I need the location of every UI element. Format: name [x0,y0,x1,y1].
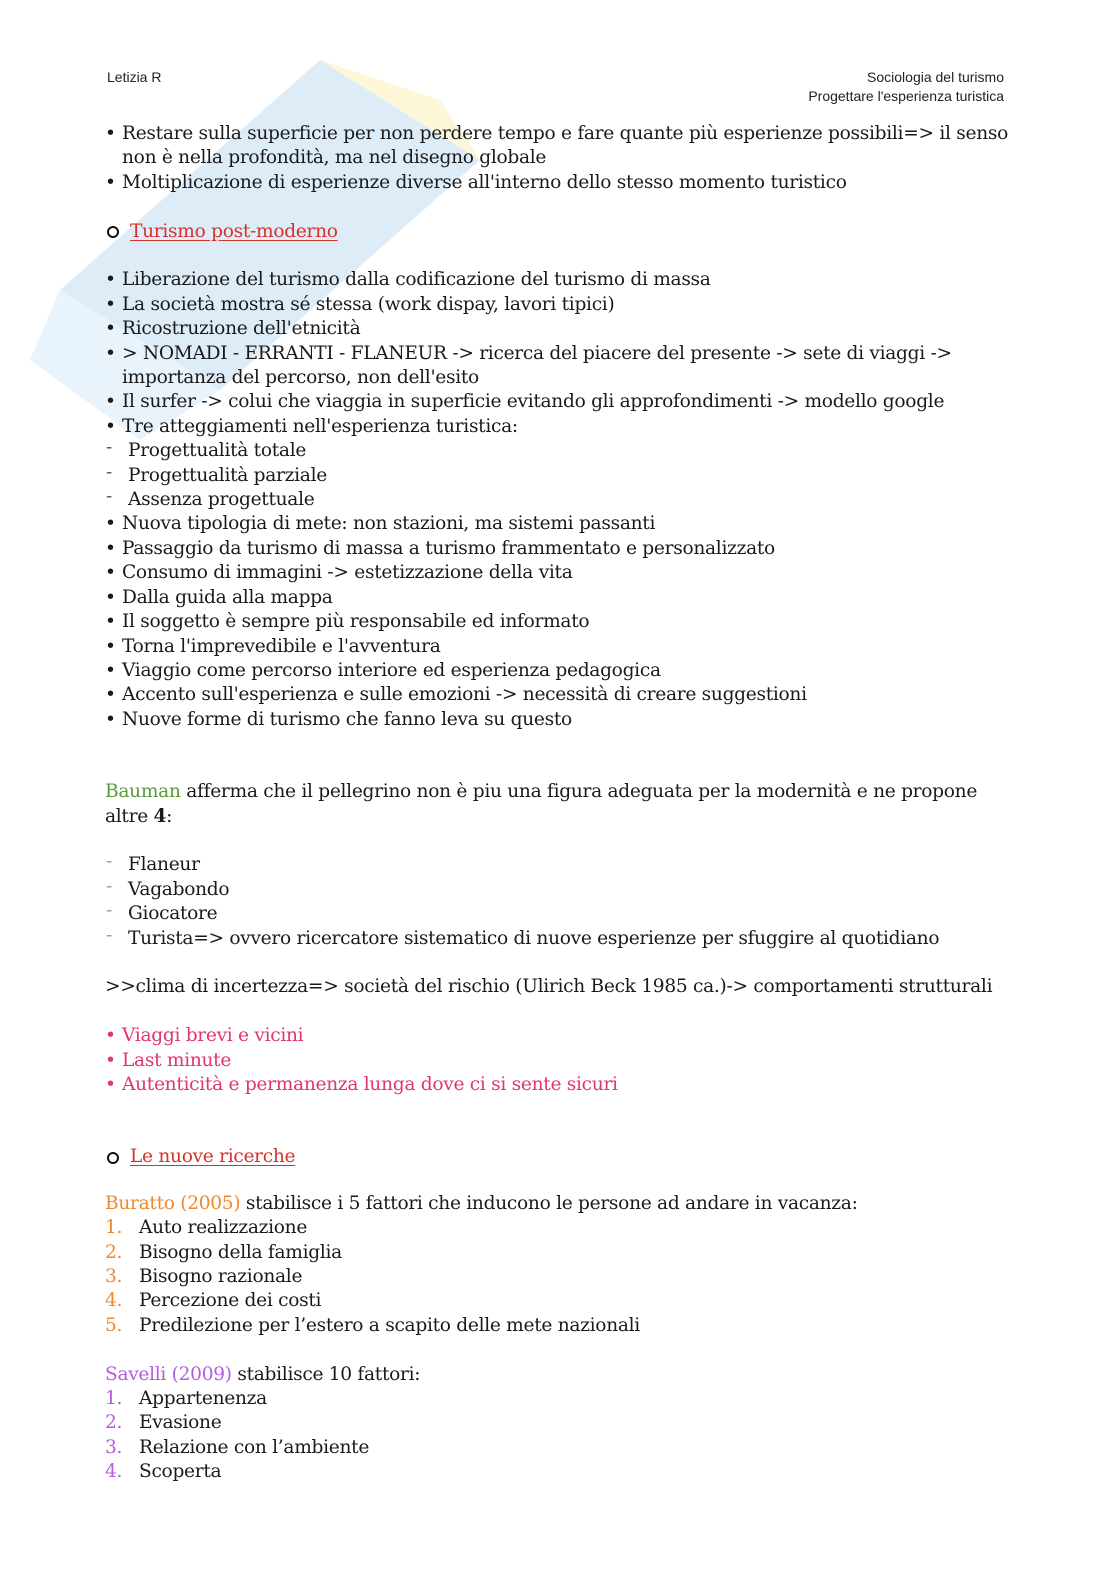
list-item: - Progettualità parziale [105,464,1010,488]
list-item-label: Bisogno della famiglia [139,1241,342,1263]
header-author: Letizia R [107,69,162,85]
post-moderno-bullet-list [105,268,1010,439]
list-item: • Restare sulla superficie per non perdere tempo e fare quante più esperienze possibili=> il senso non è nella profondità, ma nel disegno globale [105,122,1010,171]
savelli-name: Savelli (2009) [105,1363,232,1385]
buratto-paragraph [105,1192,1010,1216]
list-item: - Vagabondo [105,878,1010,902]
list-item: • Accento sull'esperienza e sulle emozioni -> necessità di creare suggestioni [105,683,1010,707]
list-item-label: Bisogno razionale [139,1265,303,1287]
list-item-label: Percezione dei costi [139,1290,322,1312]
list-item: • Autenticità e permanenza lunga dove ci si sente sicuri [105,1073,1010,1097]
list-item: • Ricostruzione dell'etnicità [105,317,1010,341]
section-title: Turismo post-moderno [130,220,338,242]
list-item-label: Evasione [139,1412,222,1434]
bauman-count: 4 [153,805,167,827]
risk-behaviours-list [105,1024,1010,1097]
list-item-label: Relazione con l’ambiente [139,1436,370,1458]
hollow-circle-bullet-icon [107,226,119,238]
buratto-factors-list [105,1216,1010,1338]
list-item: • > NOMADI - ERRANTI - FLANEUR -> ricerca del piacere del presente -> sete di viaggi -> importanza del percorso, non dell'esito [105,342,1010,391]
list-number: 2. [105,1241,123,1263]
list-item [105,1460,1010,1484]
list-item: • Il surfer -> colui che viaggia in superficie evitando gli approfondimenti -> modello google [105,390,1010,414]
list-item [105,1265,1010,1289]
list-number: 1. [105,1217,123,1239]
header-topic: Progettare l'esperienza turistica [808,88,1004,104]
list-item [105,1411,1010,1435]
list-number: 2. [105,1412,123,1434]
list-item: • Dalla guida alla mappa [105,586,1010,610]
list-number: 4. [105,1290,123,1312]
buratto-text: stabilisce i 5 fattori che inducono le persone ad andare in vacanza: [245,1192,858,1214]
list-item: - Flaneur [105,853,1010,877]
list-item: - Progettualità totale [105,439,1010,463]
list-item: - Giocatore [105,902,1010,926]
list-item: • Passaggio da turismo di massa a turismo frammentato e personalizzato [105,537,1010,561]
list-item: • Viaggi brevi e vicini [105,1024,1010,1048]
list-item [105,1241,1010,1265]
header-right [808,68,1004,106]
list-item-label: Predilezione per l’estero a scapito delle mete nazionali [139,1314,640,1336]
list-item [105,1216,1010,1240]
list-item: • Nuove forme di turismo che fanno leva su questo [105,708,1010,732]
list-item-label: Appartenenza [139,1388,267,1409]
savelli-paragraph [105,1363,1010,1387]
post-moderno-bullet-list-2 [105,512,1010,732]
list-number: 3. [105,1436,123,1458]
list-item: • Last minute [105,1049,1010,1073]
list-item: • Torna l'imprevedibile e l'avventura [105,635,1010,659]
attitudes-dash-list [105,439,1010,512]
list-item: • Tre atteggiamenti nell'esperienza turistica: [105,415,1010,439]
list-item: • Viaggio come percorso interiore ed esperienza pedagogica [105,659,1010,683]
section-heading-post-moderno [105,220,1010,244]
list-item [105,1314,1010,1338]
list-item-label: Auto realizzazione [139,1217,308,1239]
bauman-figures-list [105,853,1010,951]
list-number: 1. [105,1388,123,1409]
section-heading-nuove-ricerche [105,1145,1010,1169]
savelli-factors-list [105,1387,1010,1485]
bauman-colon: : [166,805,173,827]
section-title: Le nuove ricerche [130,1146,296,1168]
buratto-name: Buratto (2005) [105,1192,241,1214]
hollow-circle-bullet-icon [107,1152,119,1164]
list-item: • Moltiplicazione di esperienze diverse all'interno dello stesso momento turistico [105,171,1010,195]
list-item [105,1387,1010,1411]
list-item: • Liberazione del turismo dalla codificazione del turismo di massa [105,268,1010,292]
list-item-label: Scoperta [139,1461,222,1483]
bauman-name: Bauman [105,781,181,803]
list-item [105,1436,1010,1460]
intro-bullet-list [105,122,1010,195]
list-item: • La società mostra sé stessa (work dispay, lavori tipici) [105,293,1010,317]
savelli-text: stabilisce 10 fattori: [237,1363,421,1385]
header-course: Sociologia del turismo [867,69,1004,85]
bauman-text: afferma che il pellegrino non è piu una figura adeguata per la modernità e ne propone altre [105,781,978,827]
list-item: - Assenza progettuale [105,488,1010,512]
document-body [105,122,1010,1485]
bauman-paragraph [105,780,1010,829]
list-number: 4. [105,1461,123,1483]
list-item: • Nuova tipologia di mete: non stazioni, ma sistemi passanti [105,512,1010,536]
list-number: 3. [105,1265,123,1287]
list-item: • Consumo di immagini -> estetizzazione della vita [105,561,1010,585]
list-number: 5. [105,1314,123,1336]
list-item: - Turista=> ovvero ricercatore sistematico di nuove esperienze per sfuggire al quotidiano [105,927,1010,951]
risk-society-line: >>clima di incertezza=> società del rischio (Ulirich Beck 1985 ca.)-> comportamenti strutturali [105,976,993,998]
list-item [105,1289,1010,1313]
list-item: • Il soggetto è sempre più responsabile ed informato [105,610,1010,634]
